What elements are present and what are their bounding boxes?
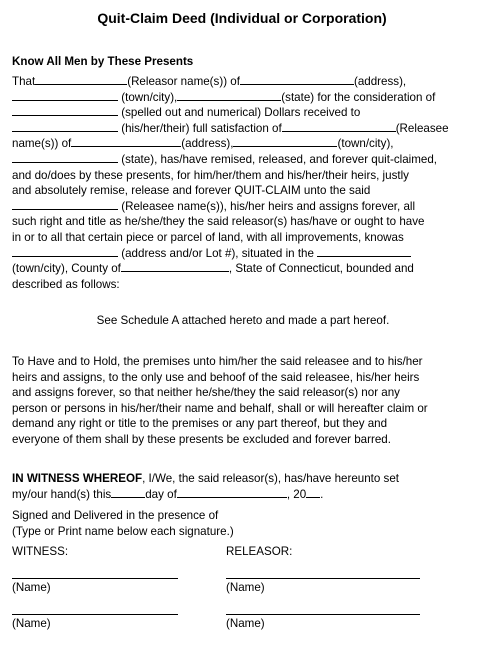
habendum-line: To Have and to Hold, the premises unto him/her the said releasee and to his/her — [12, 355, 423, 368]
witness-signature-line[interactable] — [12, 578, 178, 579]
body-line: (town/city), (state) for the consideration of — [12, 90, 474, 106]
witness-name-label: (Name) — [12, 617, 51, 630]
witness-signature-line[interactable] — [12, 614, 178, 615]
property-address-blank[interactable] — [12, 246, 118, 257]
habendum-line: heirs and assigns, to the only use and behoof of the said releasee, his/her heirs — [12, 370, 420, 384]
body-line: described as follows: — [12, 277, 120, 291]
year-blank[interactable] — [306, 487, 320, 498]
releasor-state-blank[interactable] — [177, 90, 281, 101]
releasor-signature-line[interactable] — [226, 578, 420, 579]
releasee-state-blank[interactable] — [12, 152, 118, 163]
property-town-blank[interactable] — [317, 246, 411, 257]
body-line: (town/city), County of , State of Connecticut, bounded and — [12, 262, 414, 276]
body-line: name(s)) of (address), (town/city), — [12, 137, 394, 151]
releasee-name-2-blank[interactable] — [12, 199, 118, 210]
releasor-name-label: (Name) — [226, 617, 265, 630]
habendum-line: person or persons in his/her/their name and behalf, shall or will hereafter claim or — [12, 401, 428, 415]
releasor-signature-line[interactable] — [226, 614, 420, 615]
releasee-town-blank[interactable] — [233, 136, 337, 147]
body-line: (spelled out and numerical) Dollars received to — [12, 105, 474, 121]
habendum-paragraph — [12, 354, 474, 448]
county-blank[interactable] — [121, 261, 229, 272]
releasor-address-blank[interactable] — [240, 74, 354, 85]
pronoun-blank[interactable] — [12, 121, 118, 132]
body-line: (address and/or Lot #), situated in the — [12, 246, 474, 262]
habendum-line: demand any right or title to the premises or any part thereof, but they and — [12, 417, 388, 431]
body-line: and absolutely remise, release and forever QUIT-CLAIM unto the said — [12, 184, 371, 198]
signed-delivered-note — [12, 508, 474, 539]
document-title: Quit-Claim Deed (Individual or Corporation) — [97, 10, 387, 26]
schedule-a-reference: See Schedule A attached hereto and made a part hereof. — [96, 314, 390, 327]
habendum-line: everyone of them shall by these presents be excluded and forever barred. — [12, 432, 391, 446]
conveyance-paragraph — [12, 74, 474, 292]
releasor-name-label: (Name) — [226, 581, 265, 594]
day-blank[interactable] — [111, 487, 145, 498]
body-line: such right and title as he/she/they the said releasor(s) has/have or ought to have — [12, 215, 425, 229]
body-line: (Releasee name(s)), his/her heirs and assigns forever, all — [12, 199, 474, 215]
body-line: That (Releasor name(s)) of (address), — [12, 75, 407, 88]
signed-line: Signed and Delivered in the presence of — [12, 509, 219, 522]
witness-date-line: my/our hand(s) this day of , 20 . — [12, 487, 324, 501]
witness-name-label: (Name) — [12, 581, 51, 594]
witness-label: WITNESS: — [12, 545, 69, 558]
releasee-address-blank[interactable] — [71, 136, 181, 147]
section-heading: Know All Men by These Presents — [12, 55, 194, 68]
consideration-amount-blank[interactable] — [12, 105, 118, 116]
releasor-label: RELEASOR: — [226, 545, 293, 558]
body-line: (state), has/have remised, released, and forever quit-claimed, — [12, 152, 474, 168]
witness-line: IN WITNESS WHEREOF, I/We, the said releasor(s), has/have hereunto set — [12, 472, 400, 485]
signed-line: (Type or Print name below each signature.) — [12, 524, 234, 538]
releasor-name-blank[interactable] — [35, 74, 127, 85]
body-line: in or to all that certain piece or parcel of land, with all improvements, knowas — [12, 230, 404, 244]
witness-clause — [12, 471, 474, 502]
body-line: and do/does by these presents, for him/her/them and his/her/their heirs, justly — [12, 168, 409, 182]
month-blank[interactable] — [177, 487, 287, 498]
habendum-line: and assigns forever, so that neither he/she/they the said releasor(s) nor any — [12, 386, 400, 400]
body-line: (his/her/their) full satisfaction of (Releasee — [12, 121, 474, 137]
releasee-name-blank[interactable] — [282, 121, 396, 132]
releasor-town-blank[interactable] — [12, 90, 118, 101]
